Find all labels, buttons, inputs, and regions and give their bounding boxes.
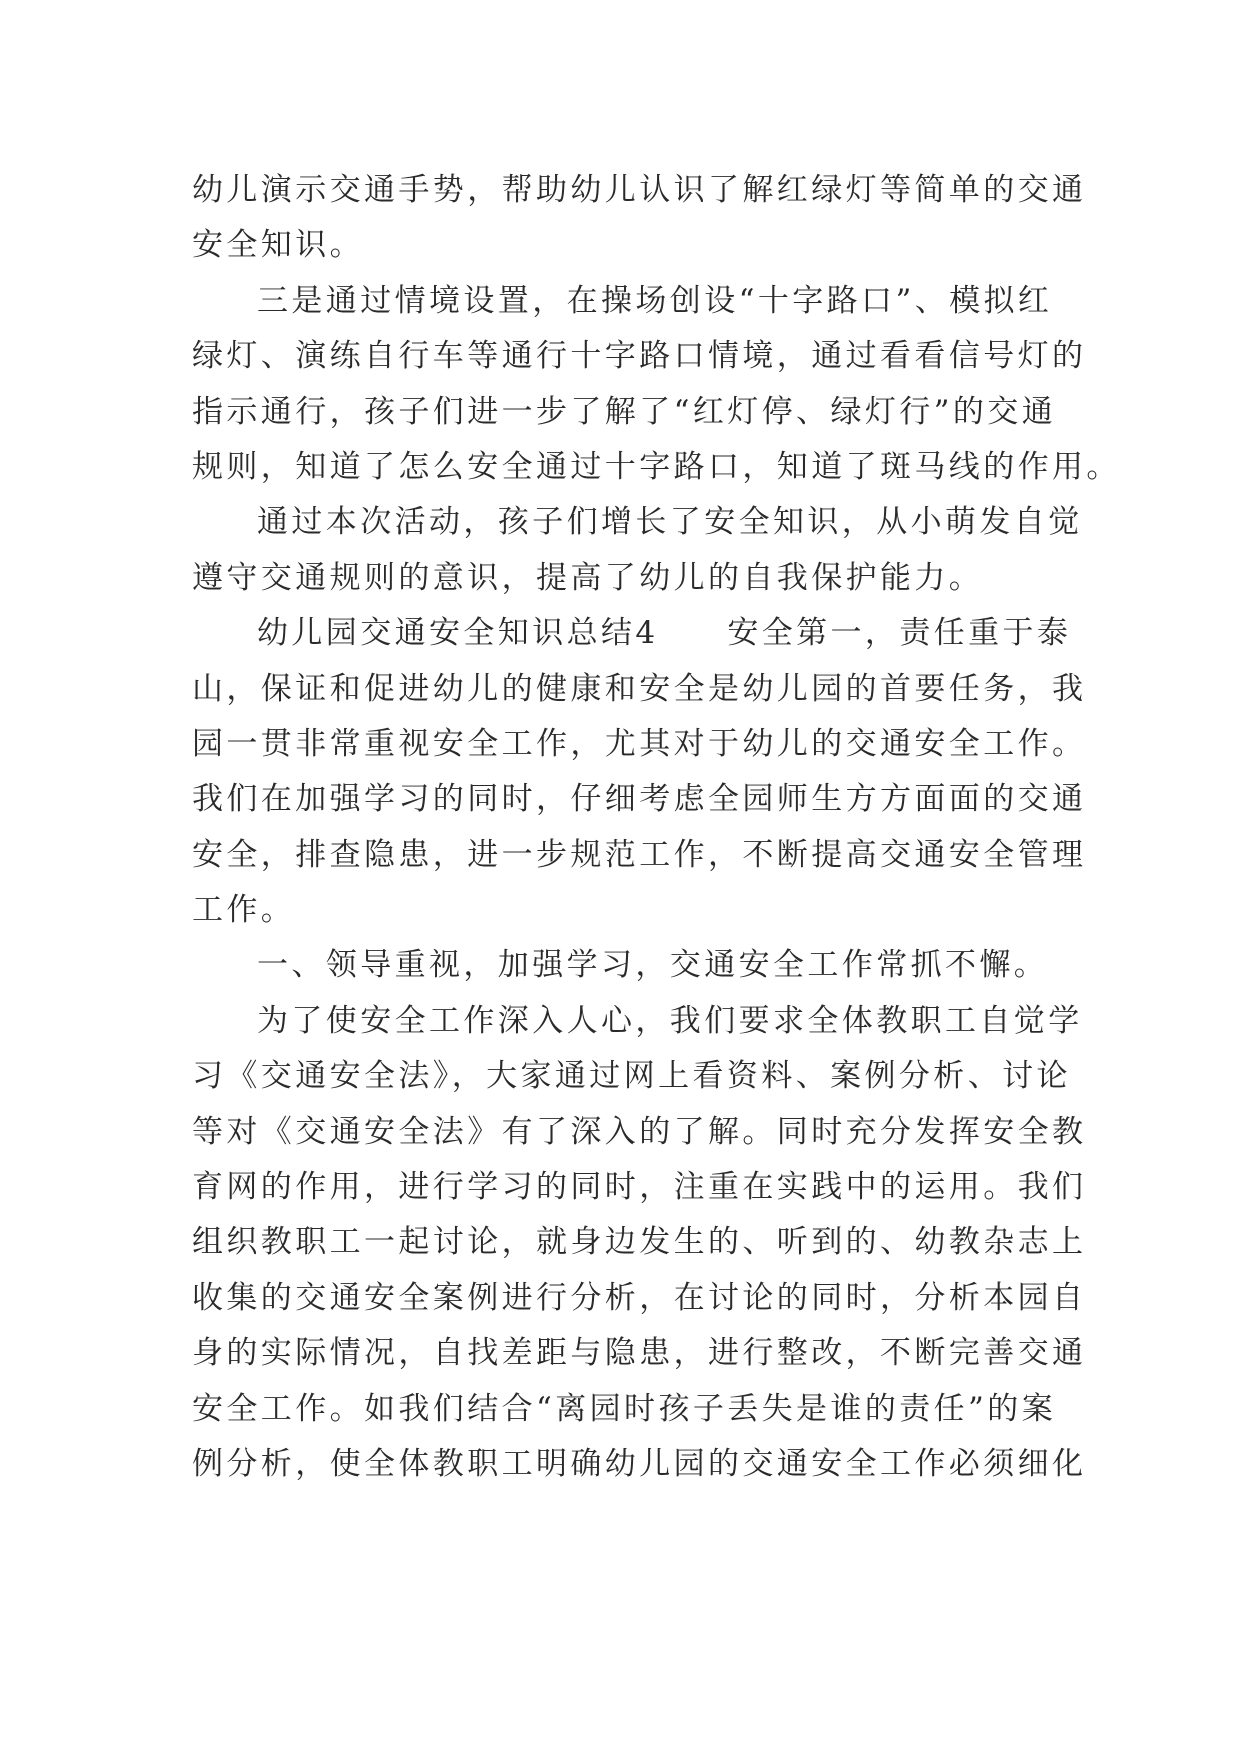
text-line: 绿灯、演练自行车等通行十字路口情境，通过看看信号灯的 bbox=[192, 338, 1087, 375]
text-line: 幼儿园交通安全知识总结4 安全第一，责任重于泰 bbox=[257, 615, 1072, 652]
text-line: 规则，知道了怎么安全通过十字路口，知道了斑马线的作用。 bbox=[192, 448, 1121, 485]
text-line: 工作。 bbox=[192, 892, 296, 929]
text-line: 安全知识。 bbox=[192, 227, 364, 264]
text-line: 指示通行，孩子们进一步了解了“红灯停、绿灯行”的交通 bbox=[192, 393, 1057, 430]
text-line: 山，保证和促进幼儿的健康和安全是幼儿园的首要任务，我 bbox=[192, 670, 1087, 707]
text-line: 通过本次活动，孩子们增长了安全知识，从小萌发自觉 bbox=[257, 504, 1083, 541]
text-line: 收集的交通安全案例进行分析，在讨论的同时，分析本园自 bbox=[192, 1279, 1087, 1316]
text-line: 组织教职工一起讨论，就身边发生的、听到的、幼教杂志上 bbox=[192, 1224, 1087, 1261]
text-line: 我们在加强学习的同时，仔细考虑全园师生方方面面的交通 bbox=[192, 781, 1087, 818]
text-line: 安全，排查隐患，进一步规范工作，不断提高交通安全管理 bbox=[192, 836, 1087, 873]
text-line: 安全工作。如我们结合“离园时孩子丢失是谁的责任”的案 bbox=[192, 1390, 1057, 1427]
text-line: 遵守交通规则的意识，提高了幼儿的自我保护能力。 bbox=[192, 559, 984, 596]
text-line: 幼儿演示交通手势，帮助幼儿认识了解红绿灯等简单的交通 bbox=[192, 172, 1087, 208]
body-text bbox=[192, 163, 1121, 1492]
text-line: 习《交通安全法》，大家通过网上看资料、案例分析、讨论 bbox=[192, 1058, 1071, 1095]
text-line: 育网的作用，进行学习的同时，注重在实践中的运用。我们 bbox=[192, 1169, 1087, 1206]
text-line: 例分析，使全体教职工明确幼儿园的交通安全工作必须细化 bbox=[192, 1445, 1087, 1482]
text-line: 一、领导重视，加强学习，交通安全工作常抓不懈。 bbox=[257, 947, 1049, 984]
text-line: 园一贯非常重视安全工作，尤其对于幼儿的交通安全工作。 bbox=[192, 725, 1087, 762]
text-line: 三是通过情境设置，在操场创设“十字路口”、模拟红 bbox=[257, 282, 1053, 319]
text-line: 等对《交通安全法》有了深入的了解。同时充分发挥安全教 bbox=[192, 1113, 1087, 1150]
text-line: 身的实际情况，自找差距与隐患，进行整改，不断完善交通 bbox=[192, 1335, 1087, 1372]
text-line: 为了使安全工作深入人心，我们要求全体教职工自觉学 bbox=[257, 1002, 1083, 1039]
